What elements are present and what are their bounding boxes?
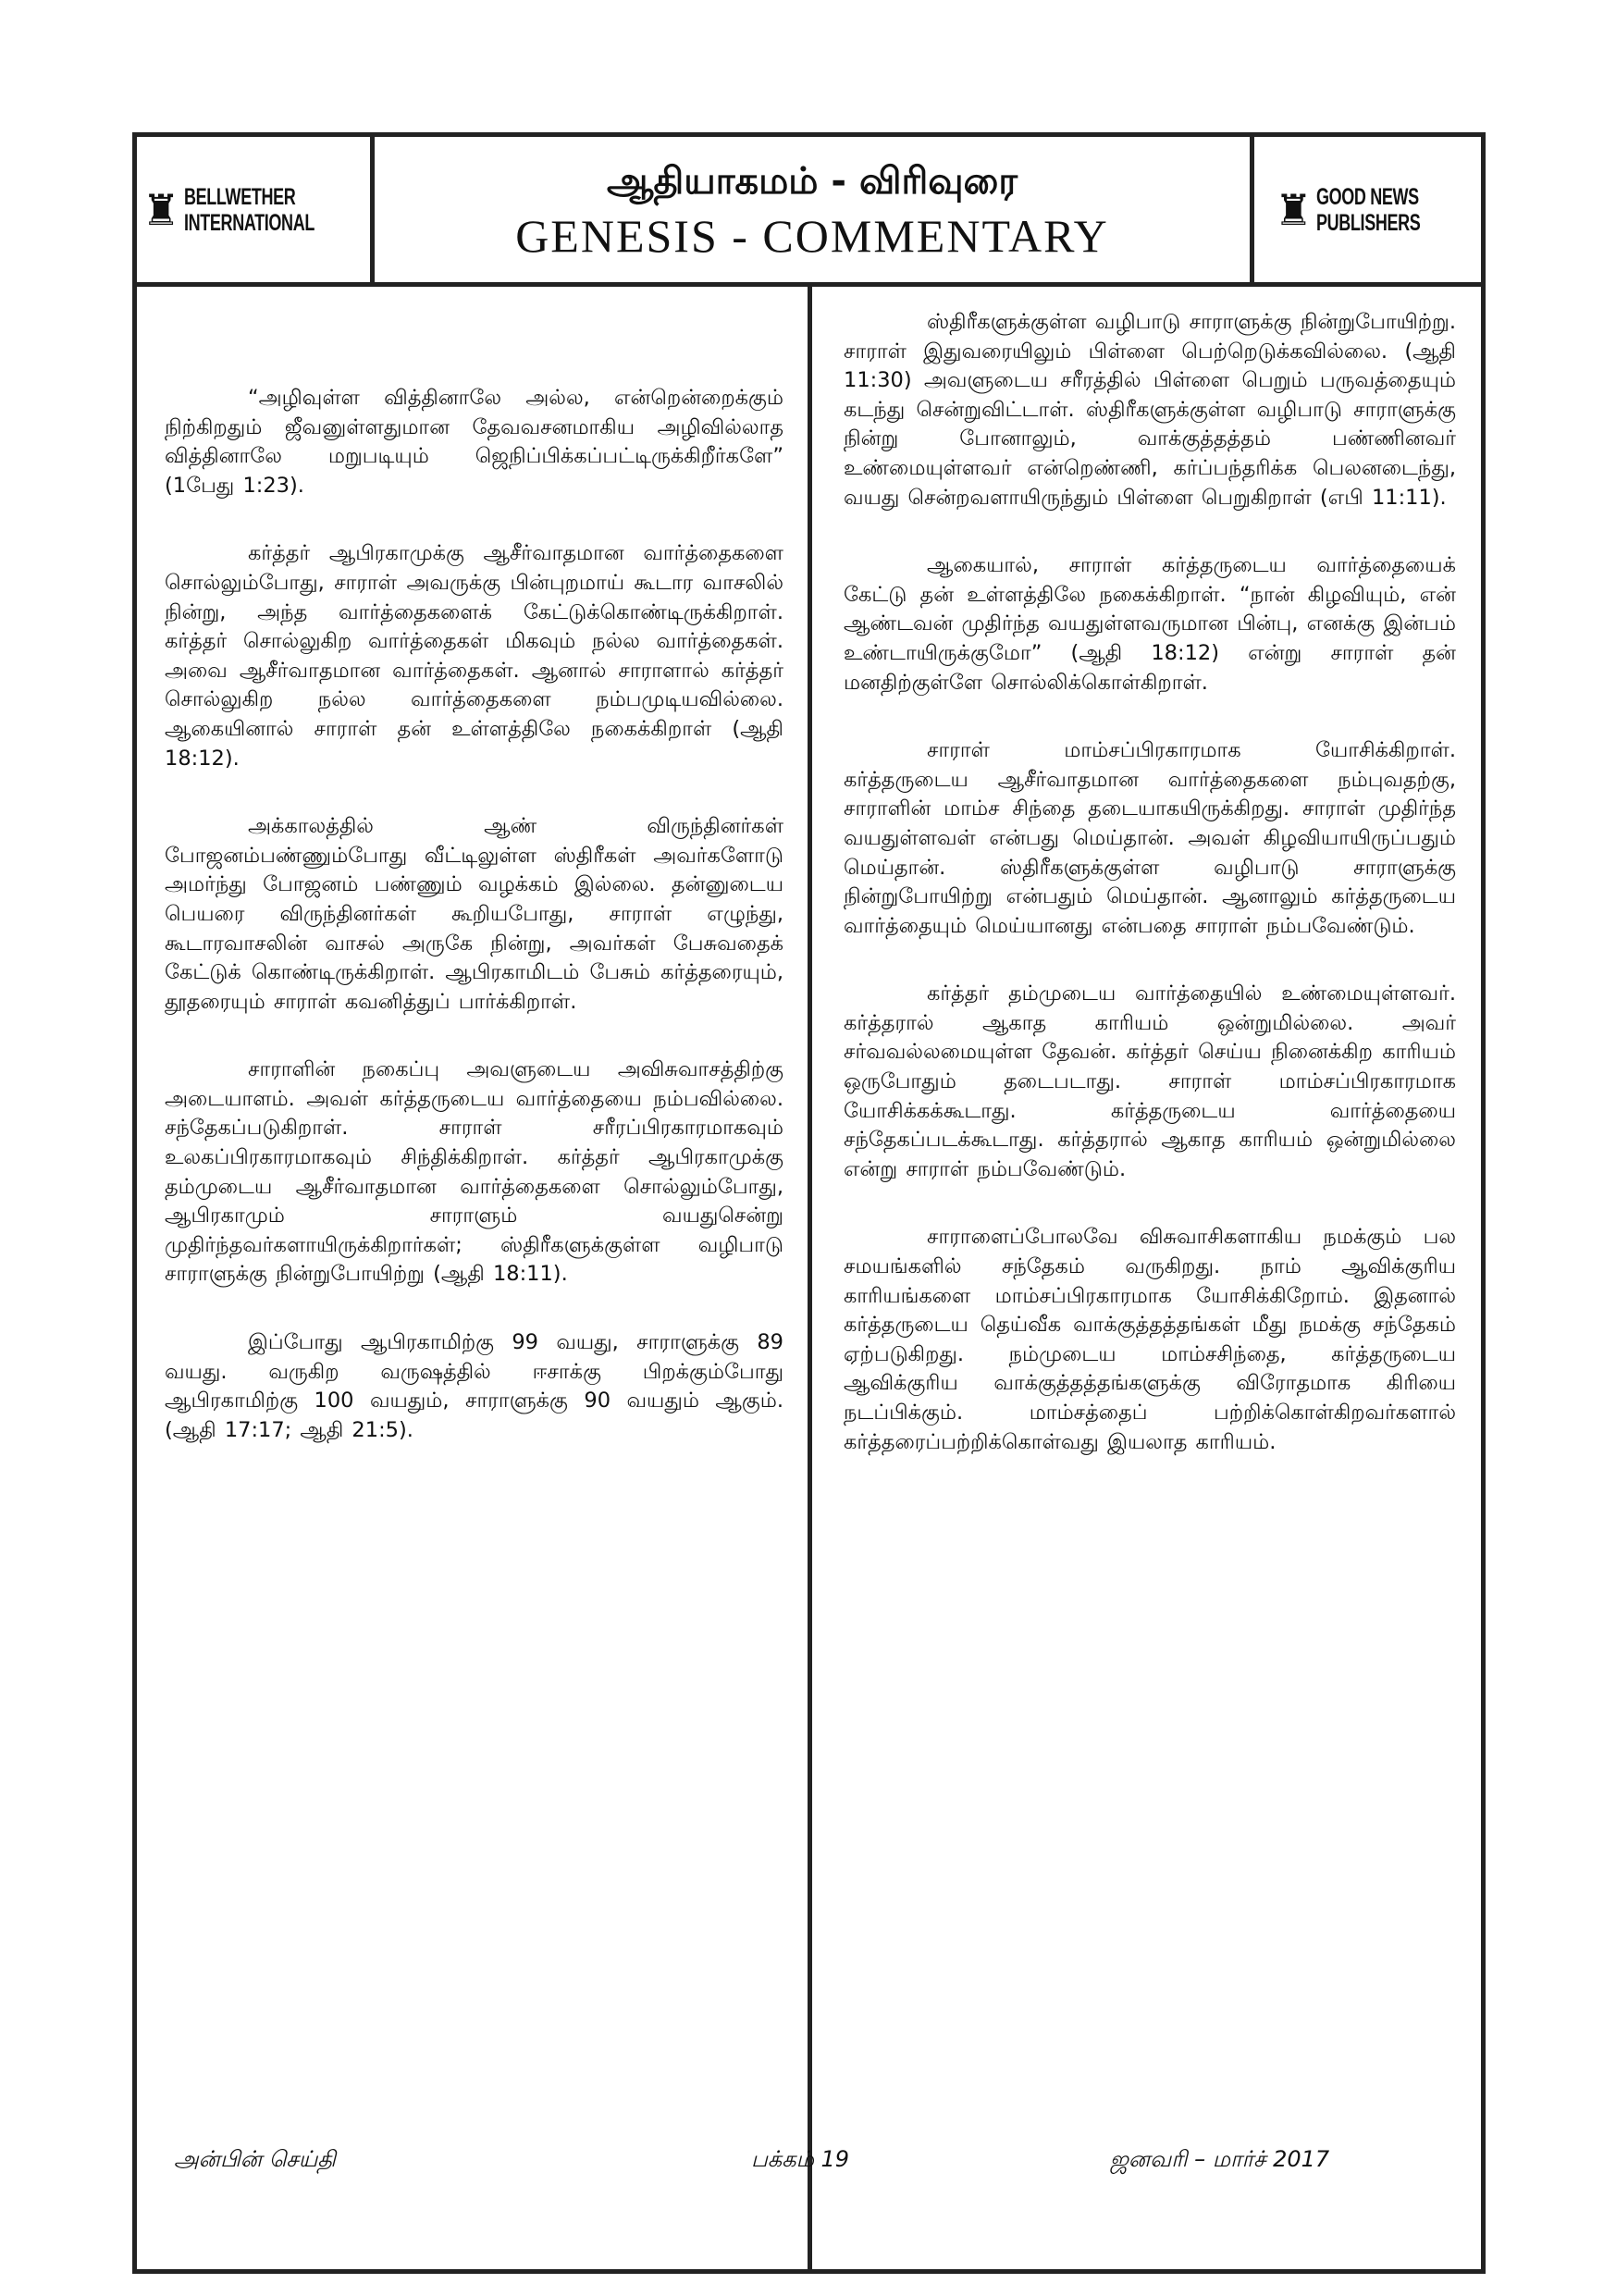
right-logo-box <box>1250 137 1481 282</box>
paragraph: சாராள் மாம்சப்பிரகாரமாக யோசிக்கிறாள். கர்த்தருடைய ஆசீர்வாதமான வார்த்தைகளை நம்புவதற்கு, சாராளின் மாம்ச சிந்தை தடையாகயிருக்கிறது. சாராள் முதிர்ந்த வயதுள்ளவள் என்பது மெய்தான். அவள் கிழவியாயிருப்பதும் மெய்தான். ஸ்திரீகளுக்குள்ள வழிபாடு சாராளுக்கு நின்றுபோயிற்று என்பதும் மெய்தான். ஆனாலும் கர்த்தருடைய வார்த்தையும் மெய்யானது என்பதை சாராள் நம்பவேண்டும். <box>844 738 1456 938</box>
page-title-english: GENESIS - COMMENTARY <box>515 209 1109 262</box>
paragraph: இப்போது ஆபிரகாமிற்கு 99 வயது, சாராளுக்கு 89 வயது. வருகிற வருஷத்தில் ஈசாக்கு பிறக்கும்போது ஆபிரகாமிற்கு 100 வயதும், சாராளுக்கு 90 வயதும் ஆகும். (ஆதி 17:17; ஆதி 21:5). <box>165 1330 783 1442</box>
paragraph: “அழிவுள்ள வித்தினாலே அல்ல, என்றென்றைக்கும் நிற்கிறதும் ஜீவனுள்ளதுமான தேவவசனமாகிய அழிவில்லாத வித்தினாலே மறுபடியும் ஜெநிப்பிக்கப்பட்டிருக்கிறீர்களே” (1பேது 1:23). <box>165 386 783 498</box>
paragraph: சாராளின் நகைப்பு அவளுடைய அவிசுவாசத்திற்கு அடையாளம். அவள் கர்த்தருடைய வார்த்தையை நம்பவில்லை. சந்தேகப்படுகிறாள். சாராள் சரீரப்பிரகாரமாகவும் உலகப்பிரகாரமாகவும் சிந்திக்கிறாள். கர்த்தர் ஆபிரகாமுக்கு தம்முடைய ஆசீர்வாதமான வார்த்தைகளை சொல்லும்போது, ஆபிரகாமும் சாராளும் வயதுசென்று முதிர்ந்தவர்களாயிருக்கிறார்கள்; ஸ்திரீகளுக்குள்ள வழிபாடு சாராளுக்கு நின்றுபோயிற்று (ஆதி 18:11). <box>165 1057 783 1287</box>
page-frame <box>132 132 1486 2274</box>
footer-page-number: பக்கம் 19 <box>751 2146 850 2172</box>
paragraph: அக்காலத்தில் ஆண் விருந்தினர்கள் போஜனம்பண்ணும்போது வீட்டிலுள்ள ஸ்திரீகள் அவர்களோடு அமர்ந்து போஜனம் பண்ணும் வழக்கம் இல்லை. தன்னுடைய பெயரை விருந்தினர்கள் கூறியபோது, சாராள் எழுந்து, கூடாரவாசலின் வாசல் அருகே நின்று, அவர்கள் பேசுவதைக் கேட்டுக் கொண்டிருக்கிறாள். ஆபிரகாமிடம் பேசும் கர்த்தரையும், தூதரையும் சாராள் கவனித்துப் பார்க்கிறாள். <box>165 814 783 1014</box>
paragraph: ஸ்திரீகளுக்குள்ள வழிபாடு சாராளுக்கு நின்றுபோயிற்று. சாராள் இதுவரையிலும் பிள்ளை பெற்றெடுக்கவில்லை. (ஆதி 11:30) அவளுடைய சரீரத்தில் பிள்ளை பெறும் பருவத்தையும் கடந்து சென்றுவிட்டாள். ஸ்திரீகளுக்குள்ள வழிபாடு சாராளுக்கு நின்று போனாலும், வாக்குத்தத்தம் பண்ணினவர் உண்மையுள்ளவர் என்றெண்ணி, கர்ப்பந்தரிக்க பெலனடைந்து, வயது சென்றவளாயிருந்தும் பிள்ளை பெறுகிறாள் (எபி 11:11). <box>844 310 1456 510</box>
left-column <box>137 282 812 2274</box>
logo-line-1: BELLWETHER <box>183 183 296 210</box>
ram-icon: ♜ <box>142 184 180 235</box>
page-title-tamil: ஆதியாகமம் - விரிவுரை <box>606 159 1018 203</box>
footer-issue-date: ஜனவரி – மார்ச் 2017 <box>1110 2146 1330 2172</box>
logo-line-1: GOOD NEWS <box>1316 183 1419 210</box>
good-news-logo <box>1275 184 1461 236</box>
text-columns <box>137 282 1481 2274</box>
logo-line-2: INTERNATIONAL <box>183 209 315 236</box>
title-box <box>375 137 1250 282</box>
logo-line-2: PUBLISHERS <box>1316 209 1421 236</box>
paragraph: கர்த்தர் ஆபிரகாமுக்கு ஆசீர்வாதமான வார்த்தைகளை சொல்லும்போது, சாராள் அவருக்கு பின்புறமாய் கூடார வாசலில் நின்று, அந்த வார்த்தைகளைக் கேட்டுக்கொண்டிருக்கிறாள். கர்த்தர் சொல்லுகிற வார்த்தைகள் மிகவும் நல்ல வார்த்தைகள். அவை ஆசீர்வாதமான வார்த்தைகள். ஆனால் சாராளால் கர்த்தர் சொல்லுகிற நல்ல வார்த்தைகளை நம்பமுடியவில்லை. ஆகையினால் சாராள் தன் உள்ளத்திலே நகைக்கிறாள் (ஆதி 18:12). <box>165 541 783 771</box>
bellwether-logo <box>142 184 364 236</box>
header-band <box>137 137 1481 287</box>
paragraph: ஆகையால், சாராள் கர்த்தருடைய வார்த்தையைக் கேட்டு தன் உள்ளத்திலே நகைக்கிறாள். “நான் கிழவியும், என் ஆண்டவன் முதிர்ந்த வயதுள்ளவருமான பின்பு, எனக்கு இன்பம் உண்டாயிருக்குமோ” (ஆதி 18:12) என்று சாராள் தன் மனதிற்குள்ளே சொல்லிக்கொள்கிறாள். <box>844 553 1456 695</box>
page-footer <box>0 2146 1616 2202</box>
right-column <box>812 282 1476 2274</box>
left-logo-box <box>137 137 375 282</box>
ram-icon: ♜ <box>1274 184 1314 235</box>
paragraph: சாராளைப்போலவே விசுவாசிகளாகிய நமக்கும் பல சமயங்களில் சந்தேகம் வருகிறது. நாம் ஆவிக்குரிய காரியங்களை மாம்சப்பிரகாரமாக யோசிக்கிறோம். இதனால் கர்த்தருடைய தெய்வீக வாக்குத்தத்தங்கள் மீது நமக்கு சந்தேகம் ஏற்படுகிறது. நம்முடைய மாம்சசிந்தை, கர்த்தருடைய ஆவிக்குரிய வாக்குத்தத்தங்களுக்கு விரோதமாக கிரியை நடப்பிக்கும். மாம்சத்தைப் பற்றிக்கொள்கிறவர்களால் கர்த்தரைப்பற்றிக்கொள்வது இயலாத காரியம். <box>844 1225 1456 1454</box>
paragraph: கர்த்தர் தம்முடைய வார்த்தையில் உண்மையுள்ளவர். கர்த்தரால் ஆகாத காரியம் ஒன்றுமில்லை. அவர் சர்வவல்லமையுள்ள தேவன். கர்த்தர் செய்ய நினைக்கிற காரியம் ஒருபோதும் தடைபடாது. சாராள் மாம்சப்பிரகாரமாக யோசிக்கக்கூடாது. கர்த்தருடைய வார்த்தையை சந்தேகப்படக்கூடாது. கர்த்தரால் ஆகாத காரியம் ஒன்றுமில்லை என்று சாராள் நம்பவேண்டும். <box>844 981 1456 1181</box>
footer-publication: அன்பின் செய்தி <box>174 2146 336 2172</box>
